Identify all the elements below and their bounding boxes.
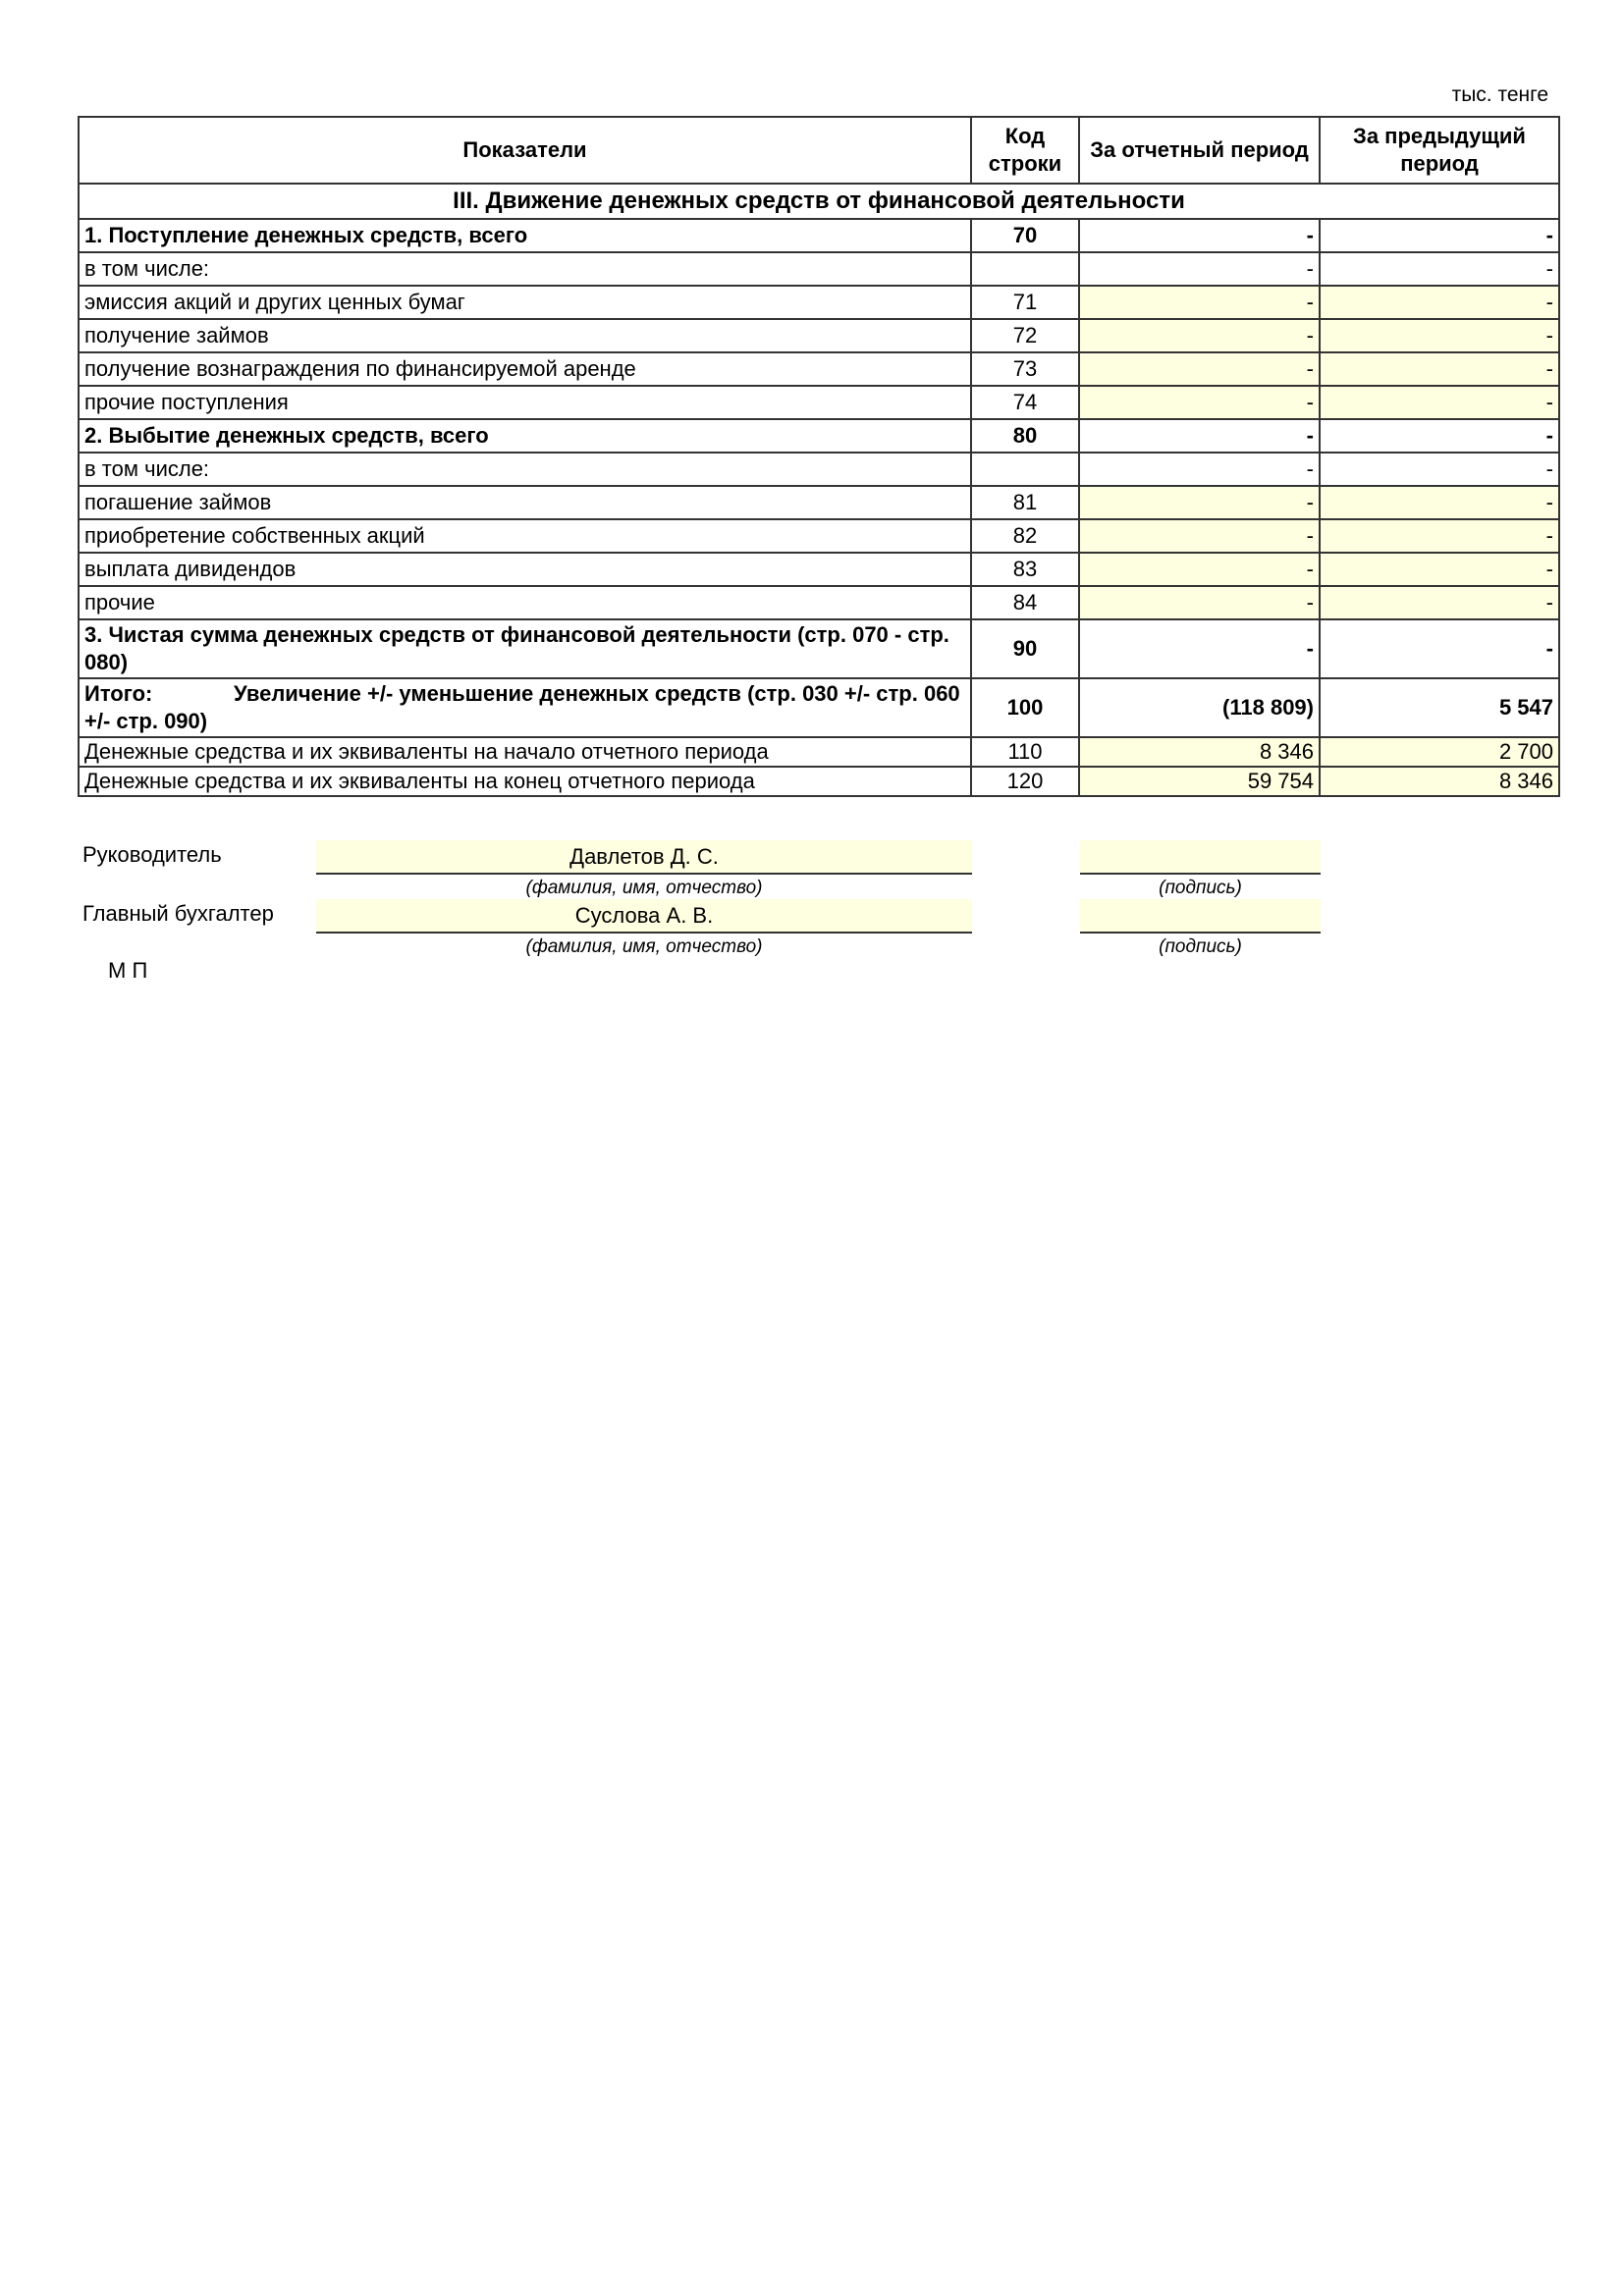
director-name-hint: (фамилия, имя, отчество): [525, 878, 763, 898]
row-code: 90: [971, 619, 1079, 678]
total-prefix: Итого:: [84, 681, 153, 706]
row-code: 70: [971, 219, 1079, 252]
row-previous: -: [1320, 453, 1559, 486]
table-row: [79, 252, 1559, 286]
section-title: III. Движение денежных средств от финансовой деятельности: [79, 184, 1559, 219]
row-current: -: [1079, 252, 1320, 286]
accountant-sign-hint: (подпись): [1159, 936, 1242, 957]
row-current-input[interactable]: -: [1079, 586, 1320, 619]
row-label: 1. Поступление денежных средств, всего: [79, 219, 971, 252]
row-label: выплата дивидендов: [79, 553, 971, 586]
table-row: [79, 619, 1559, 678]
row-previous: -: [1320, 619, 1559, 678]
row-previous-input[interactable]: 2 700: [1320, 737, 1559, 767]
header-code: Код строки: [971, 117, 1079, 184]
row-label: получение вознаграждения по финансируемой аренде: [79, 352, 971, 386]
row-current-input[interactable]: -: [1079, 352, 1320, 386]
cash-flow-table: [78, 116, 1560, 797]
row-code: 80: [971, 419, 1079, 453]
row-label: погашение займов: [79, 486, 971, 519]
accountant-name-hint: (фамилия, имя, отчество): [525, 936, 763, 957]
row-previous-input[interactable]: -: [1320, 386, 1559, 419]
director-sign-hint: (подпись): [1159, 878, 1242, 898]
table-row: [79, 486, 1559, 519]
accountant-name-field[interactable]: Суслова А. В.: [316, 899, 972, 934]
row-code: 81: [971, 486, 1079, 519]
row-previous-input[interactable]: -: [1320, 519, 1559, 553]
row-code: 72: [971, 319, 1079, 352]
row-label: 2. Выбытие денежных средств, всего: [79, 419, 971, 453]
table-row: [79, 767, 1559, 796]
row-current-input[interactable]: 59 754: [1079, 767, 1320, 796]
table-row: [79, 586, 1559, 619]
row-code: 120: [971, 767, 1079, 796]
table-row: [79, 352, 1559, 386]
row-label-total: [79, 678, 971, 737]
row-label: Денежные средства и их эквиваленты на начало отчетного периода: [79, 737, 971, 767]
header-indicator: Показатели: [79, 117, 971, 184]
row-code: 110: [971, 737, 1079, 767]
table-row: [79, 419, 1559, 453]
row-label: 3. Чистая сумма денежных средств от финансовой деятельности (стр. 070 - стр. 080): [79, 619, 971, 678]
accountant-role: Главный бухгалтер: [82, 901, 274, 926]
director-name-field[interactable]: Давлетов Д. С.: [316, 840, 972, 875]
stamp-place: М П: [108, 958, 148, 983]
row-previous-input[interactable]: -: [1320, 319, 1559, 352]
row-code: 73: [971, 352, 1079, 386]
row-label: получение займов: [79, 319, 971, 352]
row-code: 74: [971, 386, 1079, 419]
director-role: Руководитель: [82, 842, 222, 867]
table-row: [79, 553, 1559, 586]
row-code: [971, 453, 1079, 486]
table-row: [79, 737, 1559, 767]
row-previous-input[interactable]: -: [1320, 486, 1559, 519]
row-label: в том числе:: [79, 453, 971, 486]
table-row: [79, 219, 1559, 252]
table-row: [79, 319, 1559, 352]
row-label: прочие поступления: [79, 386, 971, 419]
row-previous-input[interactable]: -: [1320, 586, 1559, 619]
header-previous-period: За предыдущий период: [1320, 117, 1559, 184]
row-previous-input[interactable]: -: [1320, 352, 1559, 386]
row-label: приобретение собственных акций: [79, 519, 971, 553]
table-row: [79, 286, 1559, 319]
row-current: -: [1079, 419, 1320, 453]
row-previous-input[interactable]: 8 346: [1320, 767, 1559, 796]
row-current: -: [1079, 619, 1320, 678]
total-label: Увеличение +/- уменьшение денежных средств (стр. 030 +/- стр. 060 +/- стр. 090): [84, 681, 960, 733]
table-row: [79, 386, 1559, 419]
row-code: 84: [971, 586, 1079, 619]
row-previous: -: [1320, 219, 1559, 252]
row-current-input[interactable]: -: [1079, 319, 1320, 352]
row-code: 83: [971, 553, 1079, 586]
table-row: [79, 519, 1559, 553]
row-previous-input[interactable]: -: [1320, 553, 1559, 586]
row-code: [971, 252, 1079, 286]
row-previous: -: [1320, 252, 1559, 286]
row-code: 82: [971, 519, 1079, 553]
row-current-input[interactable]: -: [1079, 386, 1320, 419]
row-previous: 5 547: [1320, 678, 1559, 737]
director-signature-field[interactable]: [1080, 840, 1321, 875]
row-previous-input[interactable]: -: [1320, 286, 1559, 319]
row-label: Денежные средства и их эквиваленты на конец отчетного периода: [79, 767, 971, 796]
row-current-input[interactable]: -: [1079, 486, 1320, 519]
row-current-input[interactable]: -: [1079, 553, 1320, 586]
row-current: -: [1079, 453, 1320, 486]
row-current-input[interactable]: -: [1079, 519, 1320, 553]
row-current-input[interactable]: 8 346: [1079, 737, 1320, 767]
table-header-row: [79, 117, 1559, 184]
row-previous: -: [1320, 419, 1559, 453]
table-row: [79, 453, 1559, 486]
table-row-total: [79, 678, 1559, 737]
accountant-signature-field[interactable]: [1080, 899, 1321, 934]
header-current-period: За отчетный период: [1079, 117, 1320, 184]
row-current: -: [1079, 219, 1320, 252]
row-current: (118 809): [1079, 678, 1320, 737]
row-current-input[interactable]: -: [1079, 286, 1320, 319]
section-row: [79, 184, 1559, 219]
row-label: эмиссия акций и других ценных бумаг: [79, 286, 971, 319]
row-code: 100: [971, 678, 1079, 737]
row-code: 71: [971, 286, 1079, 319]
row-label: прочие: [79, 586, 971, 619]
row-label: в том числе:: [79, 252, 971, 286]
units-label: тыс. тенге: [1451, 83, 1548, 106]
